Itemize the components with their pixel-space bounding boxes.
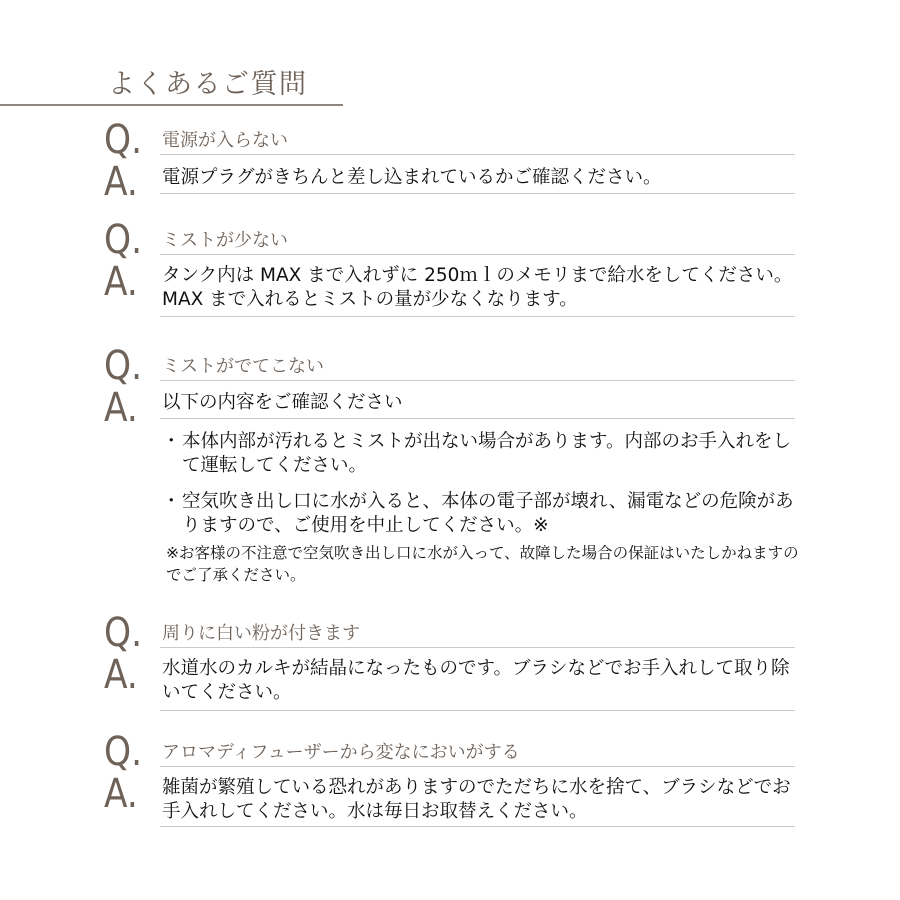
question-text: アロマディフューザーから変なにおいがする <box>162 742 520 763</box>
question-text: 周りに白い粉が付きます <box>162 623 360 644</box>
question-mark: Q. <box>104 610 143 656</box>
answer-text: 電源プラグがきちんと差し込まれているかご確認ください。 <box>162 167 662 188</box>
answer-mark: A. <box>104 652 138 698</box>
answer-mark: A. <box>104 259 138 305</box>
question-divider <box>160 254 795 255</box>
answer-text: タンク内は MAX まで入れずに 250ｍｌのメモリまで給水をしてください。MAX まで入れるとミストの量が少なくなります。 <box>162 265 793 310</box>
title-divider <box>0 104 343 106</box>
question-text: ミストがでてこない <box>162 356 324 377</box>
answer-mark: A. <box>104 771 138 817</box>
question-mark: Q. <box>104 217 143 263</box>
answer-divider <box>160 193 795 194</box>
bullet-text: 空気吹き出し口に水が入ると、本体の電子部が壊れ、漏電などの危険がありますので、ご使用を中止してください。※ <box>182 491 794 536</box>
caution-note: ※お客様の不注意で空気吹き出し口に水が入って、故障した場合の保証はいたしかねますのでご了承ください。 <box>166 544 799 584</box>
question-divider <box>160 154 795 155</box>
bullet-list <box>162 430 802 550</box>
answer-divider <box>160 418 795 419</box>
list-item <box>162 490 802 538</box>
question-divider <box>160 766 795 767</box>
answer-mark: A. <box>104 159 138 205</box>
bullet-mark: ・ <box>162 431 181 452</box>
answer-divider <box>160 826 795 827</box>
list-item <box>162 430 802 478</box>
question-text: ミストが少ない <box>162 230 288 251</box>
page-title: よくあるご質問 <box>108 69 308 100</box>
question-text: 電源が入らない <box>162 130 288 151</box>
answer-text: 以下の内容をご確認ください <box>162 392 403 413</box>
answer-text: 水道水のカルキが結晶になったものです。ブラシなどでお手入れして取り除いてください。 <box>162 658 790 703</box>
answer-mark: A. <box>104 385 138 431</box>
question-mark: Q. <box>104 343 143 389</box>
question-mark: Q. <box>104 117 143 163</box>
answer-divider <box>160 710 795 711</box>
bullet-mark: ・ <box>162 491 181 512</box>
bullet-text: 本体内部が汚れるとミストが出ない場合があります。内部のお手入れをして運転してください。 <box>182 431 792 476</box>
answer-divider <box>160 316 795 317</box>
question-divider <box>160 647 795 648</box>
answer-text: 雑菌が繁殖している恐れがありますのでただちに水を捨て、ブラシなどでお手入れしてください。水は毎日お取替えください。 <box>162 777 791 822</box>
question-mark: Q. <box>104 729 143 775</box>
question-divider <box>160 380 795 381</box>
